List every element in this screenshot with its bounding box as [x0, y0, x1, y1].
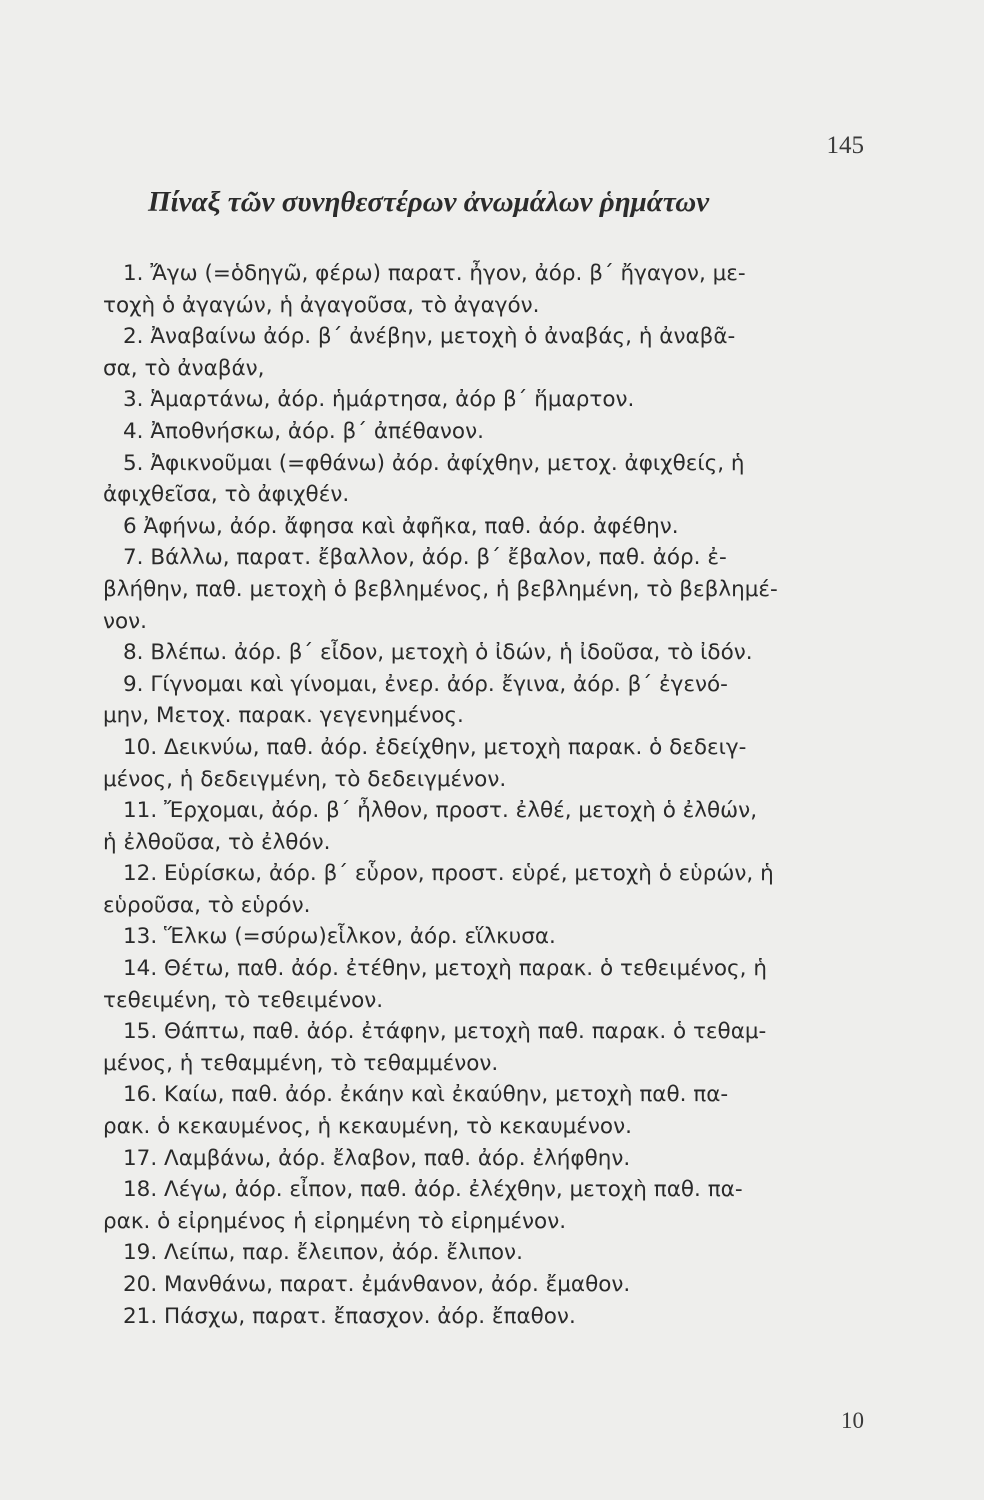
text-line: ἡ ἐλθοῦσα, τὸ ἐλθόν. [103, 829, 331, 855]
text-line: 6 Ἀφήνω, ἀόρ. ἄφησα καὶ ἀφῆκα, παθ. ἀόρ. ἀφέθην. [123, 513, 679, 539]
text-line: τεθειμένη, τὸ τεθειμένον. [103, 987, 384, 1013]
text-line: μένος, ἡ τεθαμμένη, τὸ τεθαμμένον. [103, 1050, 499, 1076]
text-line: 17. Λαμβάνω, ἀόρ. ἔλαβον, παθ. ἀόρ. ἐλήφθην. [123, 1145, 631, 1171]
text-line: 20. Μανθάνω, παρατ. ἐμάνθανον, ἀόρ. ἔμαθον. [123, 1272, 631, 1297]
text-line: νον. [103, 608, 148, 634]
text-line: 4. Ἀποθνήσκω, ἀόρ. β΄ ἀπέθανον. [123, 418, 484, 444]
text-line: 7. Βάλλω, παρατ. ἔβαλλον, ἀόρ. β΄ ἔβαλον, παθ. ἀόρ. ἐ- [123, 545, 727, 571]
text-line: ρακ. ὁ εἰρημένος ἡ εἰρημένη τὸ εἰρημένον. [103, 1208, 567, 1234]
text-line: σα, τὸ ἀναβάν, [103, 355, 265, 381]
text-line: 18. Λέγω, ἀόρ. εἶπον, παθ. ἀόρ. ἐλέχθην, μετοχὴ παθ. πα- [123, 1177, 743, 1203]
text-line: τοχὴ ὁ ἀγαγών, ἡ ἀγαγοῦσα, τὸ ἀγαγόν. [103, 292, 540, 318]
text-line: 12. Εὑρίσκω, ἀόρ. β΄ εὗρον, προστ. εὑρέ, μετοχὴ ὁ εὑρών, ἡ [123, 861, 774, 887]
text-line: ἀφιχθεῖσα, τὸ ἀφιχθέν. [103, 482, 350, 508]
text-line: 3. Ἁμαρτάνω, ἀόρ. ἡμάρτησα, ἀόρ β΄ ἥμαρτον. [123, 387, 635, 413]
text-line: 1. Ἄγω (=ὁδηγῶ, φέρω) παρατ. ἦγον, ἀόρ. β΄ ἤγαγον, με- [123, 261, 746, 286]
text-line: 13. Ἕλκω (=σύρω)εἷλκον, ἀόρ. εἵλκυσα. [123, 924, 556, 950]
text-line: εὑροῦσα, τὸ εὑρόν. [103, 892, 311, 918]
text-line: 14. Θέτω, παθ. ἀόρ. ἐτέθην, μετοχὴ παρακ. ὁ τεθειμένος, ἡ [123, 956, 767, 982]
text-line: 10. Δεικνύω, παθ. ἀόρ. ἐδείχθην, μετοχὴ παρακ. ὁ δεδειγ- [123, 734, 747, 760]
verb-list [103, 258, 867, 1332]
text-line: 8. Βλέπω. ἀόρ. β΄ εἶδον, μετοχὴ ὁ ἰδών, ἡ ἰδοῦσα, τὸ ἰδόν. [123, 640, 753, 666]
page-title: Πίναξ τῶν συνηθεστέρων ἀνωμάλων ῥημάτων [148, 186, 710, 218]
text-line: μένος, ἡ δεδειγμένη, τὸ δεδειγμένον. [103, 766, 507, 792]
text-line: βλήθην, παθ. μετοχὴ ὁ βεβλημένος, ἡ βεβλημένη, τὸ βεβλημέ- [103, 576, 778, 602]
text-line: ρακ. ὁ κεκαυμένος, ἡ κεκαυμένη, τὸ κεκαυμένον. [103, 1114, 632, 1140]
text-line: 5. Ἀφικνοῦμαι (=φθάνω) ἀόρ. ἀφίχθην, μετοχ. ἀφιχθείς, ἡ [123, 450, 745, 476]
text-line: 21. Πάσχω, παρατ. ἔπασχον. ἀόρ. ἔπαθον. [123, 1303, 576, 1329]
text-line: 19. Λείπω, παρ. ἔλειπον, ἀόρ. ἔλιπον. [123, 1240, 523, 1266]
folio-number: 10 [841, 1408, 864, 1433]
text-line: 11. Ἔρχομαι, ἀόρ. β΄ ἦλθον, προστ. ἐλθέ, μετοχὴ ὁ ἐλθών, [123, 798, 758, 824]
text-line: 2. Ἀναβαίνω ἀόρ. β΄ ἀνέβην, μετοχὴ ὁ ἀναβάς, ἡ ἀναβᾶ- [123, 324, 736, 350]
text-line: 16. Καίω, παθ. ἀόρ. ἐκάην καὶ ἐκαύθην, μετοχὴ παθ. πα- [123, 1082, 729, 1108]
text-line: 9. Γίγνομαι καὶ γίνομαι, ἐνερ. ἀόρ. ἔγινα, ἀόρ. β΄ ἐγενό- [123, 671, 728, 697]
text-line: μην, Μετοχ. παρακ. γεγενημένος. [103, 703, 464, 729]
page-number: 145 [826, 132, 864, 159]
text-line: 15. Θάπτω, παθ. ἀόρ. ἐτάφην, μετοχὴ παθ. παρακ. ὁ τεθαμ- [123, 1019, 767, 1045]
